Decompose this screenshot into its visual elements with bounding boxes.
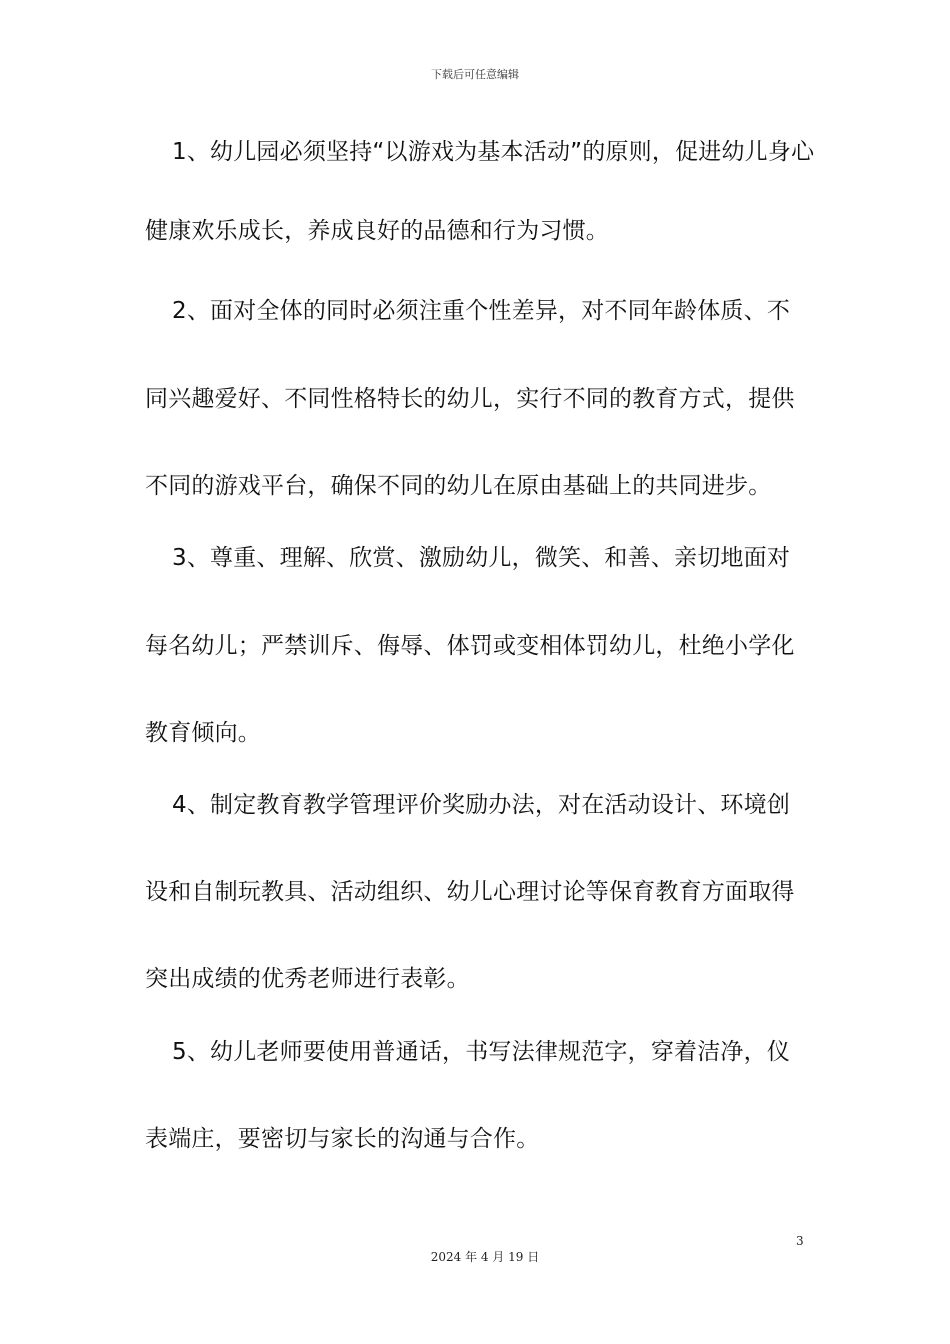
paragraph-3-line-1: 3、尊重、理解、欣赏、激励幼儿，微笑、和善、亲切地面对 [172, 545, 791, 571]
paragraph-4-line-2: 设和自制玩教具、活动组织、幼儿心理讨论等保育教育方面取得 [145, 879, 795, 905]
footer-date: 2024 年 4 月 19 日 [430, 1250, 540, 1264]
paragraph-4-line-3: 突出成绩的优秀老师进行表彰。 [145, 966, 470, 992]
page-header: 下载后可任意编辑 [431, 68, 519, 81]
paragraph-2-line-3: 不同的游戏平台，确保不同的幼儿在原由基础上的共同进步。 [145, 473, 772, 499]
paragraph-1-line-2: 健康欢乐成长，养成良好的品德和行为习惯。 [145, 218, 609, 244]
paragraph-5-line-2: 表端庄，要密切与家长的沟通与合作。 [145, 1126, 540, 1152]
page-number: 3 [796, 1234, 804, 1248]
paragraph-3-line-3: 教育倾向。 [145, 720, 261, 746]
paragraph-4-line-1: 4、制定教育教学管理评价奖励办法，对在活动设计、环境创 [172, 792, 791, 818]
paragraph-2-line-1: 2、面对全体的同时必须注重个性差异，对不同年龄体质、不 [172, 298, 791, 324]
paragraph-2-line-2: 同兴趣爱好、不同性格特长的幼儿，实行不同的教育方式，提供 [145, 386, 795, 412]
paragraph-1-line-1: 1、幼儿园必须坚持“以游戏为基本活动”的原则，促进幼儿身心 [172, 139, 815, 165]
paragraph-3-line-2: 每名幼儿；严禁训斥、侮辱、体罚或变相体罚幼儿，杜绝小学化 [145, 633, 795, 659]
paragraph-5-line-1: 5、幼儿老师要使用普通话，书写法律规范字，穿着洁净，仪 [172, 1039, 791, 1065]
